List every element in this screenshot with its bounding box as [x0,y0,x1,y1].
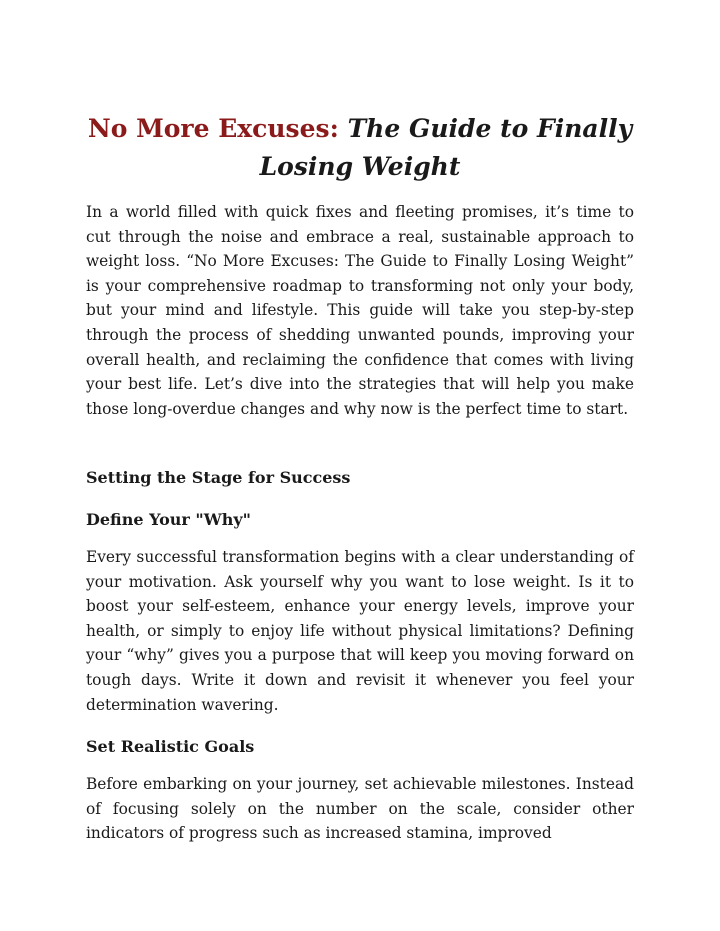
section-heading-define-why: Define Your "Why" [86,510,251,529]
section-heading-setting-stage: Setting the Stage for Success [86,468,351,487]
title-subtitle: The Guide to Finally Losing Weight [259,114,633,181]
page-title [60,110,660,186]
intro-paragraph: In a world filled with quick fixes and fleeting promises, it’s time to cut through the noise and embrace a real, sustainable approach to weight loss. “No More Excuses: The Guide to Finally Losing Weight” is your comprehensive roadmap to transforming not only your body, but your mind and lifestyle. This guide will take you step-by-step through the process of shedding unwanted pounds, improving your overall health, and reclaiming the confidence that comes with living your best life. Let’s dive into the strategies that will help you make those long-overdue changes and why now is the perfect time to start. [86,203,634,418]
title-accent: No More Excuses: [87,114,339,143]
define-why-paragraph: Every successful transformation begins with a clear understanding of your motivation. Ask yourself why you want to lose weight. Is it to boost your self-esteem, enhance your energy levels, improve your health, or simply to enjoy life without physical limitations? Defining your “why” gives you a purpose that will keep you moving forward on tough days. Write it down and revisit it whenever you feel your determination wavering. [86,548,634,714]
realistic-goals-paragraph: Before embarking on your journey, set achievable milestones. Instead of focusing solely on the number on the scale, consider other indicators of progress such as increased stamina, improved [86,775,634,843]
section-heading-realistic-goals: Set Realistic Goals [86,737,255,756]
